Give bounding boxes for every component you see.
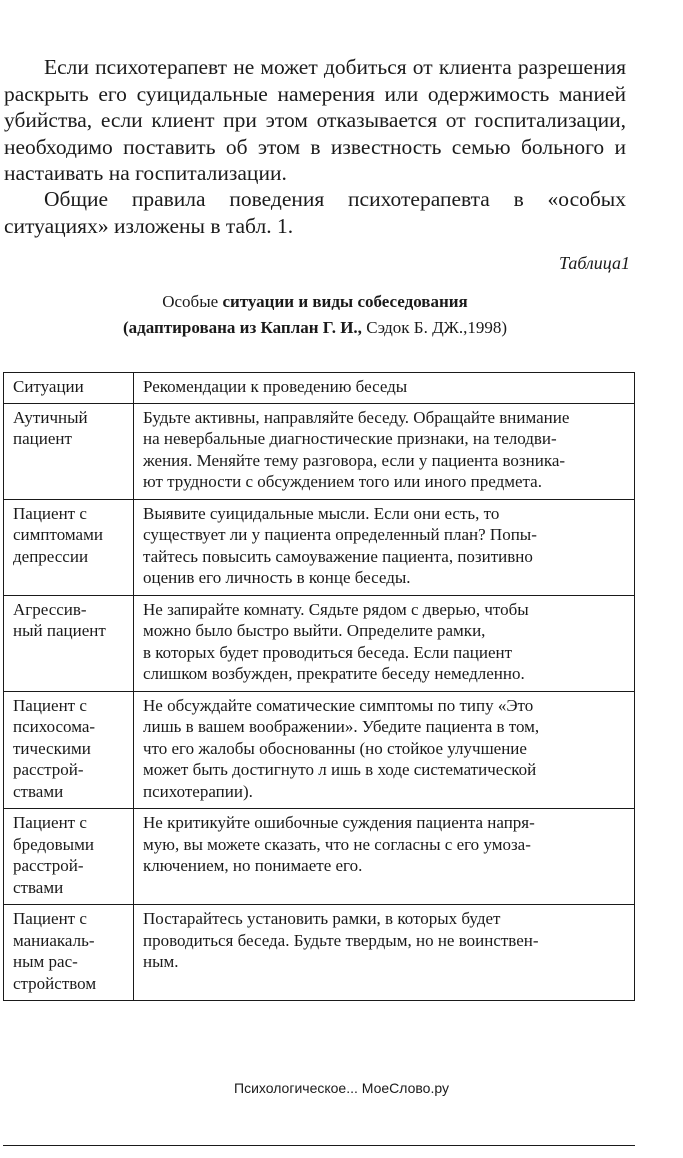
table-row [4,595,635,691]
situation-line: Агрессив- [13,599,87,619]
header-recommendations: Рекомендации к проведению беседы [134,373,635,404]
recommendation-line: на невербальные диагностические признаки, на телодви- [143,429,557,448]
recommendation-line: Не критикуйте ошибочные суждения пациента напря- [143,813,535,832]
situation-line: симптомами [13,525,103,544]
recommendation-line: слишком возбужден, прекратите беседу немедленно. [143,664,525,683]
recommendation-line: Постарайтесь установить рамки, в которых будет [143,909,501,928]
recommendation-line: психотерапии). [143,781,253,801]
situation-line: маниакаль- [13,930,95,950]
situation-cell [4,809,134,905]
recommendation-line: Будьте активны, направляйте беседу. Обращайте внимание [143,407,570,427]
situation-line: тическими [13,738,91,758]
situation-line: расстрой- [13,856,84,875]
situation-line: ным рас- [13,952,78,971]
situations-table [3,372,635,1001]
situation-line: ный пациент [13,621,106,640]
recommendation-cell [134,403,635,499]
recommendation-line: существует ли у пациента определенный план? Попы- [143,525,537,544]
recommendation-line: в которых будет проводиться беседа. Если пациент [143,642,513,662]
recommendation-line: жения. Меняйте тему разговора, если у пациента возника- [143,450,566,470]
recommendation-cell [134,691,635,809]
intro-paragraph: Если психотерапевт не может добиться от клиента разрешения раскрыть его суицидальные намерения или одержимость манией убийства, если клиент при этом отказывается от госпитализации, необходимо поставить об этом в известность семью больного и настаивать на госпитализации. [4,55,626,185]
caption-line-1-bold: ситуации и виды собеседования [222,292,468,311]
table-row [4,905,635,1001]
situation-line: расстрой- [13,760,84,779]
situation-cell [4,499,134,595]
reference-paragraph: Общие правила поведения психотерапевта в «особых ситуациях» изложены в табл. 1. [4,187,626,238]
recommendation-line: проводиться беседа. Будьте твердым, но не воинствен- [143,930,539,950]
table-header-row [4,373,635,404]
recommendation-line: ным. [143,952,179,971]
recommendation-cell [134,905,635,1001]
table-number-label: Таблица1 [558,253,630,273]
recommendation-cell [134,499,635,595]
situation-cell [4,905,134,1001]
recommendation-cell [134,809,635,905]
recommendation-line: лишь в вашем воображении». Убедите пациента в том, [143,717,540,736]
table-row [4,499,635,595]
situation-cell [4,595,134,691]
caption-line-1-plain: Особые [162,292,223,311]
recommendation-line: можно было быстро выйти. Определите рамки, [143,621,486,640]
table-caption [4,289,626,341]
recommendation-cell [134,595,635,691]
situation-line: Аутичный [13,407,88,427]
situation-line: ствами [13,877,64,897]
header-situations: Ситуации [4,373,134,404]
footer-source: Психологическое... МоеСлово.ру [234,1080,449,1096]
recommendation-line: тайтесь повысить самоуважение пациента, позитивно [143,546,533,566]
situation-line: Пациент с [13,503,87,523]
situation-cell [4,691,134,809]
caption-line-2-plain: Сэдок Б. ДЖ.,1998) [361,318,508,337]
recommendation-line: что его жалобы обоснованны (но стойкое улучшение [143,738,527,758]
caption-line-1 [4,289,626,315]
recommendation-line: ют трудности с обсуждением того или иного предмета. [143,472,542,491]
situation-line: Пациент с [13,813,87,832]
table-row [4,403,635,499]
situation-line: Пациент с [13,695,87,715]
situation-line: бредовыми [13,834,94,854]
situation-cell [4,403,134,499]
situation-line: ствами [13,781,64,801]
caption-line-2-bold: (адаптирована из Каплан Г. И., [122,318,362,337]
recommendation-line: Не обсуждайте соматические симптомы по типу «Это [143,695,534,715]
situation-line: депрессии [13,546,89,566]
recommendation-line: оценив его личность в конце беседы. [143,568,411,587]
table-row [4,809,635,905]
caption-line-2 [4,315,626,341]
recommendation-line: мую, вы можете сказать, что не согласны с его умоза- [143,834,531,854]
recommendation-line: Выявите суицидальные мысли. Если они есть, то [143,503,500,523]
situation-line: пациент [13,429,72,448]
situation-line: стройством [13,973,97,993]
recommendation-line: может быть достигнуто л ишь в ходе систематической [143,760,537,779]
recommendation-line: Не запирайте комнату. Сядьте рядом с дверью, чтобы [143,599,529,619]
bottom-rule [3,1145,635,1146]
situation-line: психосома- [13,717,96,736]
recommendation-line: ключением, но понимаете его. [143,856,363,875]
situation-line: Пациент с [13,909,87,928]
table-row [4,691,635,809]
